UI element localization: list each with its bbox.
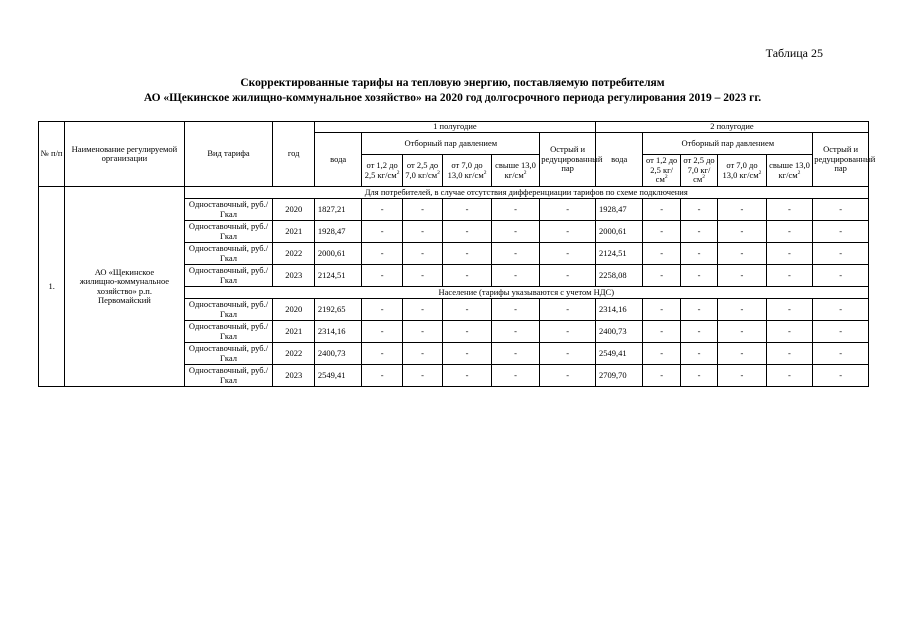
empty-value-dash: - [540,365,596,387]
empty-value-dash: - [402,299,442,321]
empty-value-dash: - [813,265,869,287]
tariff-type-cell: Одноставочный, руб./Гкал [184,299,273,321]
header-tariff-type: Вид тарифа [184,122,273,187]
header-h1-sharp-steam: Острый и редуцированный пар [540,133,596,187]
empty-value-dash: - [813,321,869,343]
empty-value-dash: - [643,321,680,343]
table-number: Таблица 25 [765,46,823,60]
h1-water-value: 1827,21 [314,199,362,221]
year-cell: 2020 [273,199,314,221]
empty-value-dash: - [491,299,540,321]
empty-value-dash: - [766,221,812,243]
h1-water-value: 2314,16 [314,321,362,343]
header-h2-p2: от 2,5 до 7,0 $кг/см^2$ [680,155,717,187]
empty-value-dash: - [362,343,402,365]
tariff-type-cell: Одноставочный, руб./Гкал [184,243,273,265]
empty-value-dash: - [643,343,680,365]
empty-value-dash: - [402,199,442,221]
empty-value-dash: - [443,321,492,343]
empty-value-dash: - [362,221,402,243]
empty-value-dash: - [766,265,812,287]
header-h1-water: вода [314,133,362,187]
header-half-1: 1 полугодие [314,122,595,133]
empty-value-dash: - [443,265,492,287]
org-number: 1. [39,187,65,387]
empty-value-dash: - [540,265,596,287]
h1-water-value: 1928,47 [314,221,362,243]
empty-value-dash: - [766,199,812,221]
header-h1-steam-pressure: Отборный пар давлением [362,133,540,155]
empty-value-dash: - [443,365,492,387]
header-h1-p2: от 2,5 до 7,0 $кг/см^2$ [402,155,442,187]
h2-water-value: 2314,16 [595,299,643,321]
header-h2-water: вода [595,133,643,187]
h1-water-value: 2124,51 [314,265,362,287]
title-line-1: Скорректированные тарифы на тепловую энергию, поставляемую потребителям [240,77,665,89]
empty-value-dash: - [718,199,767,221]
empty-value-dash: - [643,365,680,387]
header-h1-p1: от 1,2 до 2,5 $кг/см^2$ [362,155,402,187]
empty-value-dash: - [680,365,717,387]
empty-value-dash: - [813,365,869,387]
h2-water-value: 2549,41 [595,343,643,365]
section-title: Для потребителей, в случае отсутствия дифференциации тарифов по схеме подключения [184,187,868,199]
header-h1-p4: свыше 13,0 $кг/см^2$ [491,155,540,187]
empty-value-dash: - [813,243,869,265]
empty-value-dash: - [680,221,717,243]
empty-value-dash: - [362,265,402,287]
empty-value-dash: - [766,365,812,387]
empty-value-dash: - [362,199,402,221]
empty-value-dash: - [402,243,442,265]
empty-value-dash: - [362,365,402,387]
header-year: год [273,122,314,187]
year-cell: 2023 [273,365,314,387]
empty-value-dash: - [443,299,492,321]
section-title: Население (тарифы указываются с учетом НДС) [184,287,868,299]
empty-value-dash: - [362,321,402,343]
header-num: № п/п [39,122,65,187]
header-h1-p3: от 7,0 до 13,0 $кг/см^2$ [443,155,492,187]
tariff-type-cell: Одноставочный, руб./Гкал [184,265,273,287]
empty-value-dash: - [491,265,540,287]
empty-value-dash: - [718,299,767,321]
empty-value-dash: - [491,343,540,365]
empty-value-dash: - [766,243,812,265]
h2-water-value: 2400,73 [595,321,643,343]
empty-value-dash: - [540,299,596,321]
h1-water-value: 2000,61 [314,243,362,265]
tariff-type-cell: Одноставочный, руб./Гкал [184,321,273,343]
empty-value-dash: - [813,299,869,321]
empty-value-dash: - [540,343,596,365]
empty-value-dash: - [718,265,767,287]
empty-value-dash: - [680,265,717,287]
document-title [0,76,905,106]
empty-value-dash: - [643,265,680,287]
empty-value-dash: - [643,221,680,243]
empty-value-dash: - [813,199,869,221]
year-cell: 2023 [273,265,314,287]
year-cell: 2021 [273,321,314,343]
empty-value-dash: - [766,321,812,343]
empty-value-dash: - [813,221,869,243]
empty-value-dash: - [680,199,717,221]
h1-water-value: 2400,73 [314,343,362,365]
empty-value-dash: - [491,365,540,387]
empty-value-dash: - [362,243,402,265]
empty-value-dash: - [402,265,442,287]
empty-value-dash: - [718,321,767,343]
header-h2-sharp-steam: Острый и редуцированный пар [813,133,869,187]
empty-value-dash: - [402,365,442,387]
empty-value-dash: - [402,321,442,343]
year-cell: 2022 [273,343,314,365]
empty-value-dash: - [766,299,812,321]
header-h2-steam-pressure: Отборный пар давлением [643,133,813,155]
h2-water-value: 2709,70 [595,365,643,387]
empty-value-dash: - [491,199,540,221]
header-h2-p1: от 1,2 до 2,5 $кг/см^2$ [643,155,680,187]
empty-value-dash: - [643,199,680,221]
empty-value-dash: - [443,343,492,365]
empty-value-dash: - [813,343,869,365]
empty-value-dash: - [718,221,767,243]
h2-water-value: 1928,47 [595,199,643,221]
empty-value-dash: - [766,343,812,365]
empty-value-dash: - [491,243,540,265]
empty-value-dash: - [362,299,402,321]
empty-value-dash: - [491,321,540,343]
tariff-type-cell: Одноставочный, руб./Гкал [184,221,273,243]
empty-value-dash: - [443,221,492,243]
empty-value-dash: - [680,299,717,321]
header-half-2: 2 полугодие [595,122,868,133]
year-cell: 2020 [273,299,314,321]
h2-water-value: 2000,61 [595,221,643,243]
empty-value-dash: - [540,243,596,265]
empty-value-dash: - [540,199,596,221]
header-h2-p4: свыше 13,0 $кг/см^2$ [766,155,812,187]
header-h2-p3: от 7,0 до 13,0 $кг/см^2$ [718,155,767,187]
tariff-type-cell: Одноставочный, руб./Гкал [184,365,273,387]
title-line-2: АО «Щекинское жилищно-коммунальное хозяйство» на 2020 год долгосрочного периода регулирования 2019 – 2023 гг. [143,92,762,104]
empty-value-dash: - [540,221,596,243]
empty-value-dash: - [402,343,442,365]
empty-value-dash: - [402,221,442,243]
year-cell: 2022 [273,243,314,265]
h1-water-value: 2549,41 [314,365,362,387]
tariff-table [38,121,876,387]
empty-value-dash: - [540,321,596,343]
h2-water-value: 2258,08 [595,265,643,287]
tariff-type-cell: Одноставочный, руб./Гкал [184,199,273,221]
h1-water-value: 2192,65 [314,299,362,321]
empty-value-dash: - [680,343,717,365]
empty-value-dash: - [443,243,492,265]
empty-value-dash: - [718,243,767,265]
tariff-type-cell: Одноставочный, руб./Гкал [184,343,273,365]
empty-value-dash: - [718,343,767,365]
empty-value-dash: - [491,221,540,243]
empty-value-dash: - [680,321,717,343]
year-cell: 2021 [273,221,314,243]
empty-value-dash: - [643,243,680,265]
h2-water-value: 2124,51 [595,243,643,265]
empty-value-dash: - [443,199,492,221]
org-name: АО «Щекинское жилищно-коммунальное хозяйство» р.п. Первомайский [65,187,184,387]
header-org-name: Наименование регулируемой организации [65,122,184,187]
empty-value-dash: - [643,299,680,321]
empty-value-dash: - [718,365,767,387]
empty-value-dash: - [680,243,717,265]
